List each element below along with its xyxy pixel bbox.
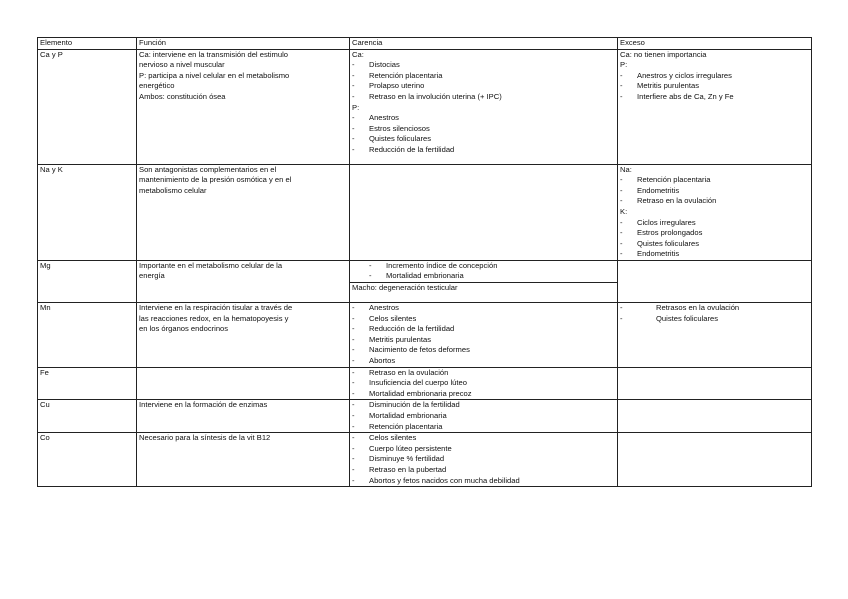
text-line: Necesario para la síntesis de la vit B12 xyxy=(139,433,271,443)
group-label: Ca: xyxy=(352,49,364,59)
list-item: - Retraso en la pubertad xyxy=(352,464,447,474)
cell-funcion xyxy=(137,303,350,368)
cell-carencia xyxy=(350,400,618,433)
list-item: - Metritis purulentas xyxy=(352,334,432,344)
text-line: P: participa a nivel celular en el metabolismo xyxy=(139,70,290,80)
minerals-table xyxy=(37,37,812,487)
list-item: - Prolapso uterino xyxy=(352,81,425,91)
text-line: en los órganos endocrinos xyxy=(139,324,229,334)
text-line: Interviene en la formación de enzimas xyxy=(139,400,268,410)
table-row xyxy=(38,367,812,400)
carencia-macho xyxy=(350,283,617,302)
list-item: - Interfiere abs de Ca, Zn y Fe xyxy=(620,91,734,101)
list-item: - Retrasos en la ovulación xyxy=(620,303,740,313)
cell-exceso xyxy=(618,49,812,164)
list-item: - Abortos y fetos nacidos con mucha debilidad xyxy=(352,475,520,485)
cell-funcion xyxy=(137,367,350,400)
list-item: - Disminuye % fertilidad xyxy=(352,454,445,464)
list-item: - Quistes foliculares xyxy=(352,134,432,144)
cell-exceso xyxy=(618,433,812,487)
list-item: - Quistes foliculares xyxy=(620,238,700,248)
list-item: - Endometritis xyxy=(620,185,680,195)
list-item: - Endometritis xyxy=(620,249,680,259)
text-line: Ca: no tienen importancia xyxy=(620,49,707,59)
list-item: - Reducción de la fertilidad xyxy=(352,324,455,334)
list-item: - Anestros xyxy=(352,113,399,123)
cell-elemento: Mn xyxy=(38,303,137,368)
list-item: - Anestros y ciclos irregulares xyxy=(620,70,732,80)
list-item: - Quistes foliculares xyxy=(620,313,719,323)
table-row xyxy=(38,164,812,260)
group-label: K: xyxy=(620,206,628,216)
list-item: - Anestros xyxy=(352,303,399,313)
cell-exceso xyxy=(618,164,812,260)
list-item: - Disminución de la fertilidad xyxy=(352,400,460,410)
list-item: - Retraso en la ovulación xyxy=(620,196,717,206)
cell-elemento: Co xyxy=(38,433,137,487)
text-line: Ambos: constitución ósea xyxy=(139,91,226,101)
list-item: - Retención placentaria xyxy=(352,70,443,80)
list-item: - Distocias xyxy=(352,60,400,70)
text-line: energético xyxy=(139,81,175,91)
table-row xyxy=(38,303,812,368)
cell-funcion xyxy=(137,260,350,302)
list-item: - Nacimiento de fetos deformes xyxy=(352,345,470,355)
list-item: - Mortalidad embrionaria xyxy=(369,271,464,281)
list-item: - Insuficiencia del cuerpo lúteo xyxy=(352,378,467,388)
group-label: Na: xyxy=(620,164,632,174)
group-label: P: xyxy=(352,102,360,112)
cell-elemento: Cu xyxy=(38,400,137,433)
list-item: - Retraso en la ovulación xyxy=(352,367,449,377)
text-line: energía xyxy=(139,271,165,281)
list-item: - Abortos xyxy=(352,356,396,366)
text-line: metabolismo celular xyxy=(139,185,207,195)
carencia-hembra xyxy=(350,261,617,283)
list-item: - Metritis purulentas xyxy=(620,81,700,91)
text-line: Macho: degeneración testicular xyxy=(352,283,458,293)
list-item: - Estros prolongados xyxy=(620,228,703,238)
cell-elemento: Ca y P xyxy=(38,49,137,164)
list-item: - Retención placentaria xyxy=(352,421,443,431)
list-item: - Retención placentaria xyxy=(620,175,711,185)
text-line: Interviene en la respiración tisular a través de xyxy=(139,303,293,313)
header-funcion: Función xyxy=(137,38,350,50)
cell-funcion xyxy=(137,164,350,260)
text-line: Ca: interviene en la transmisión del estimulo xyxy=(139,49,288,59)
list-item: - Mortalidad embrionaria xyxy=(352,411,447,420)
cell-carencia xyxy=(350,49,618,164)
list-item: - Cuerpo lúteo persistente xyxy=(352,443,452,453)
text-line: nervioso a nivel muscular xyxy=(139,60,225,70)
text-line: las reacciones redox, en la hematopoyesis y xyxy=(139,313,289,323)
list-item: - Incremento índice de concepción xyxy=(369,260,498,270)
cell-exceso xyxy=(618,367,812,400)
cell-elemento: Mg xyxy=(38,260,137,302)
table-row xyxy=(38,260,812,302)
text-line: Son antagonistas complementarios en el xyxy=(139,164,277,174)
cell-funcion xyxy=(137,400,350,433)
text-line: Importante en el metabolismo celular de la xyxy=(139,260,283,270)
list-item: - Retraso en la involución uterina (+ IPC) xyxy=(352,91,502,101)
list-item: - Ciclos irregulares xyxy=(620,217,696,227)
table-row xyxy=(38,433,812,487)
text-line: mantenimiento de la presión osmótica y en el xyxy=(139,175,292,185)
list-item: - Reducción de la fertilidad xyxy=(352,144,455,154)
list-item: - Celos silentes xyxy=(352,433,417,443)
list-item: - Celos silentes xyxy=(352,313,417,323)
cell-carencia xyxy=(350,164,618,260)
header-elemento: Elemento xyxy=(38,38,137,50)
table-row xyxy=(38,400,812,433)
list-item: - Estros silenciosos xyxy=(352,123,430,133)
table-row xyxy=(38,49,812,164)
cell-funcion xyxy=(137,49,350,164)
header-carencia: Carencia xyxy=(350,38,618,50)
cell-funcion xyxy=(137,433,350,487)
cell-exceso xyxy=(618,400,812,433)
cell-elemento: Fe xyxy=(38,367,137,400)
cell-exceso xyxy=(618,260,812,302)
cell-carencia xyxy=(350,433,618,487)
cell-elemento: Na y K xyxy=(38,164,137,260)
header-row xyxy=(38,38,812,50)
cell-carencia xyxy=(350,303,618,368)
list-item: - Mortalidad embrionaria precoz xyxy=(352,388,472,398)
group-label: P: xyxy=(620,60,628,70)
cell-carencia xyxy=(350,260,618,302)
cell-carencia xyxy=(350,367,618,400)
cell-exceso xyxy=(618,303,812,368)
header-exceso: Exceso xyxy=(618,38,812,50)
